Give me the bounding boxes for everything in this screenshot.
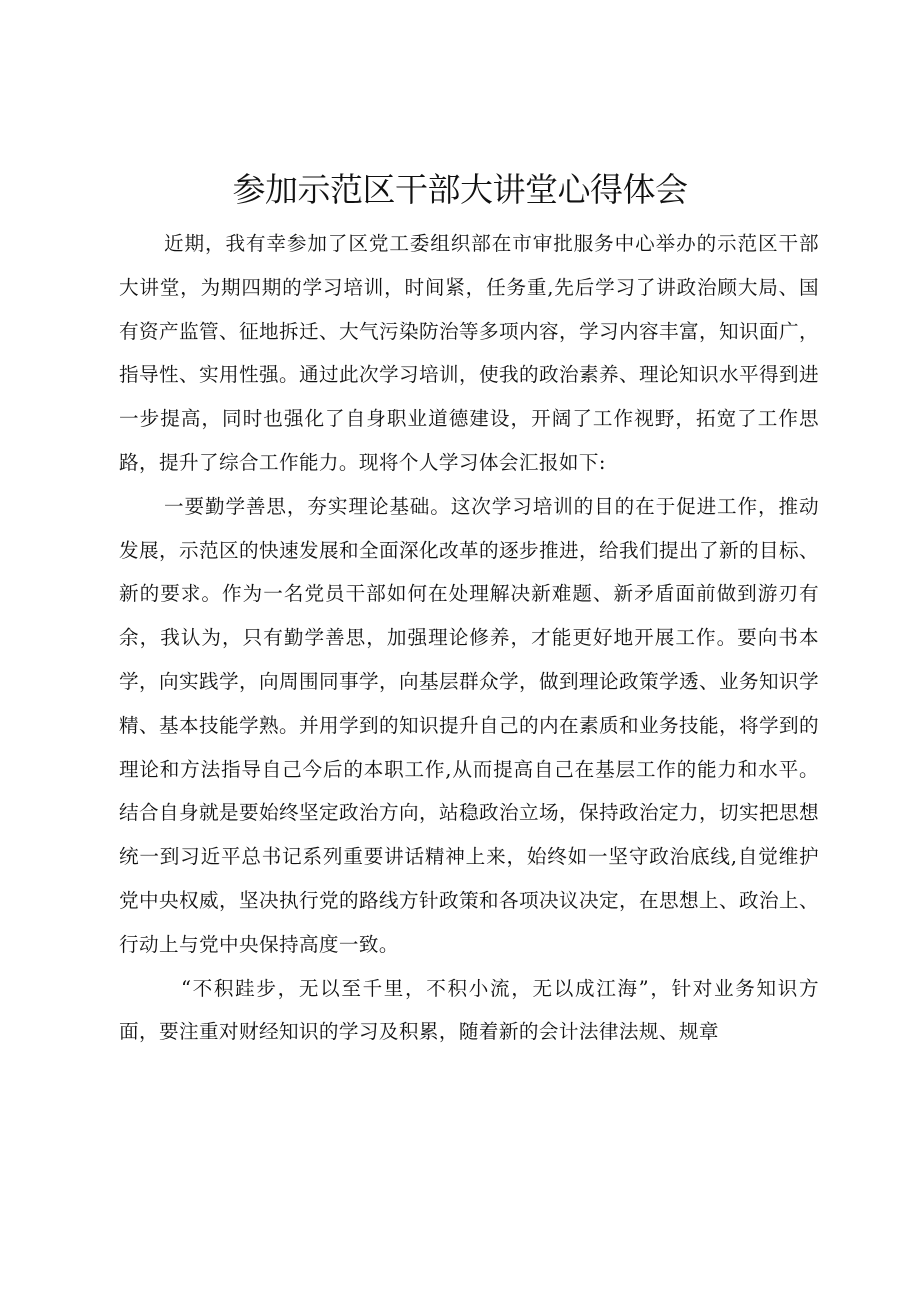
- paragraph-intro: 近期，我有幸参加了区党工委组织部在市审批服务中心举办的示范区干部大讲堂，为期四期的学习培训，时间紧，任务重,先后学习了讲政治顾大局、国有资产监管、征地拆迁、大气污染防治等多项内容，学习内容丰富，知识面广，指导性、实用性强。通过此次学习培训，使我的政治素养、理论知识水平得到进一步提高，同时也强化了自身职业道德建设，开阔了工作视野，拓宽了工作思路，提升了综合工作能力。现将个人学习体会汇报如下:: [119, 232, 819, 474]
- document-title: 参加示范区干部大讲堂心得体会: [232, 170, 688, 209]
- paragraph-quote: “不积跬步，无以至千里，不积小流，无以成江海”，针对业务知识方面，要注重对财经知识的学习及积累，随着新的会计法律法规、规章: [119, 976, 819, 1044]
- document-body: [119, 222, 819, 1054]
- paragraph-study-diligently: 一要勤学善思，夯实理论基础。这次学习培训的目的在于促进工作，推动发展，示范区的快速发展和全面深化改革的逐步推进，给我们提出了新的目标、新的要求。作为一名党员干部如何在处理解决新难题、新矛盾面前做到游刃有余，我认为，只有勤学善思，加强理论修养，才能更好地开展工作。要向书本学，向实践学，向周围同事学，向基层群众学，做到理论政策学透、业务知识学精、基本技能学熟。并用学到的知识提升自己的内在素质和业务技能，将学到的理论和方法指导自己今后的本职工作,从而提高自己在基层工作的能力和水平。结合自身就是要始终坚定政治方向，站稳政治立场，保持政治定力，切实把思想统一到习近平总书记系列重要讲话精神上来，始终如一坚守政治底线,自觉维护党中央权威，坚决执行党的路线方针政策和各项决议决定，在思想上、政治上、行动上与党中央保持高度一致。: [119, 494, 819, 956]
